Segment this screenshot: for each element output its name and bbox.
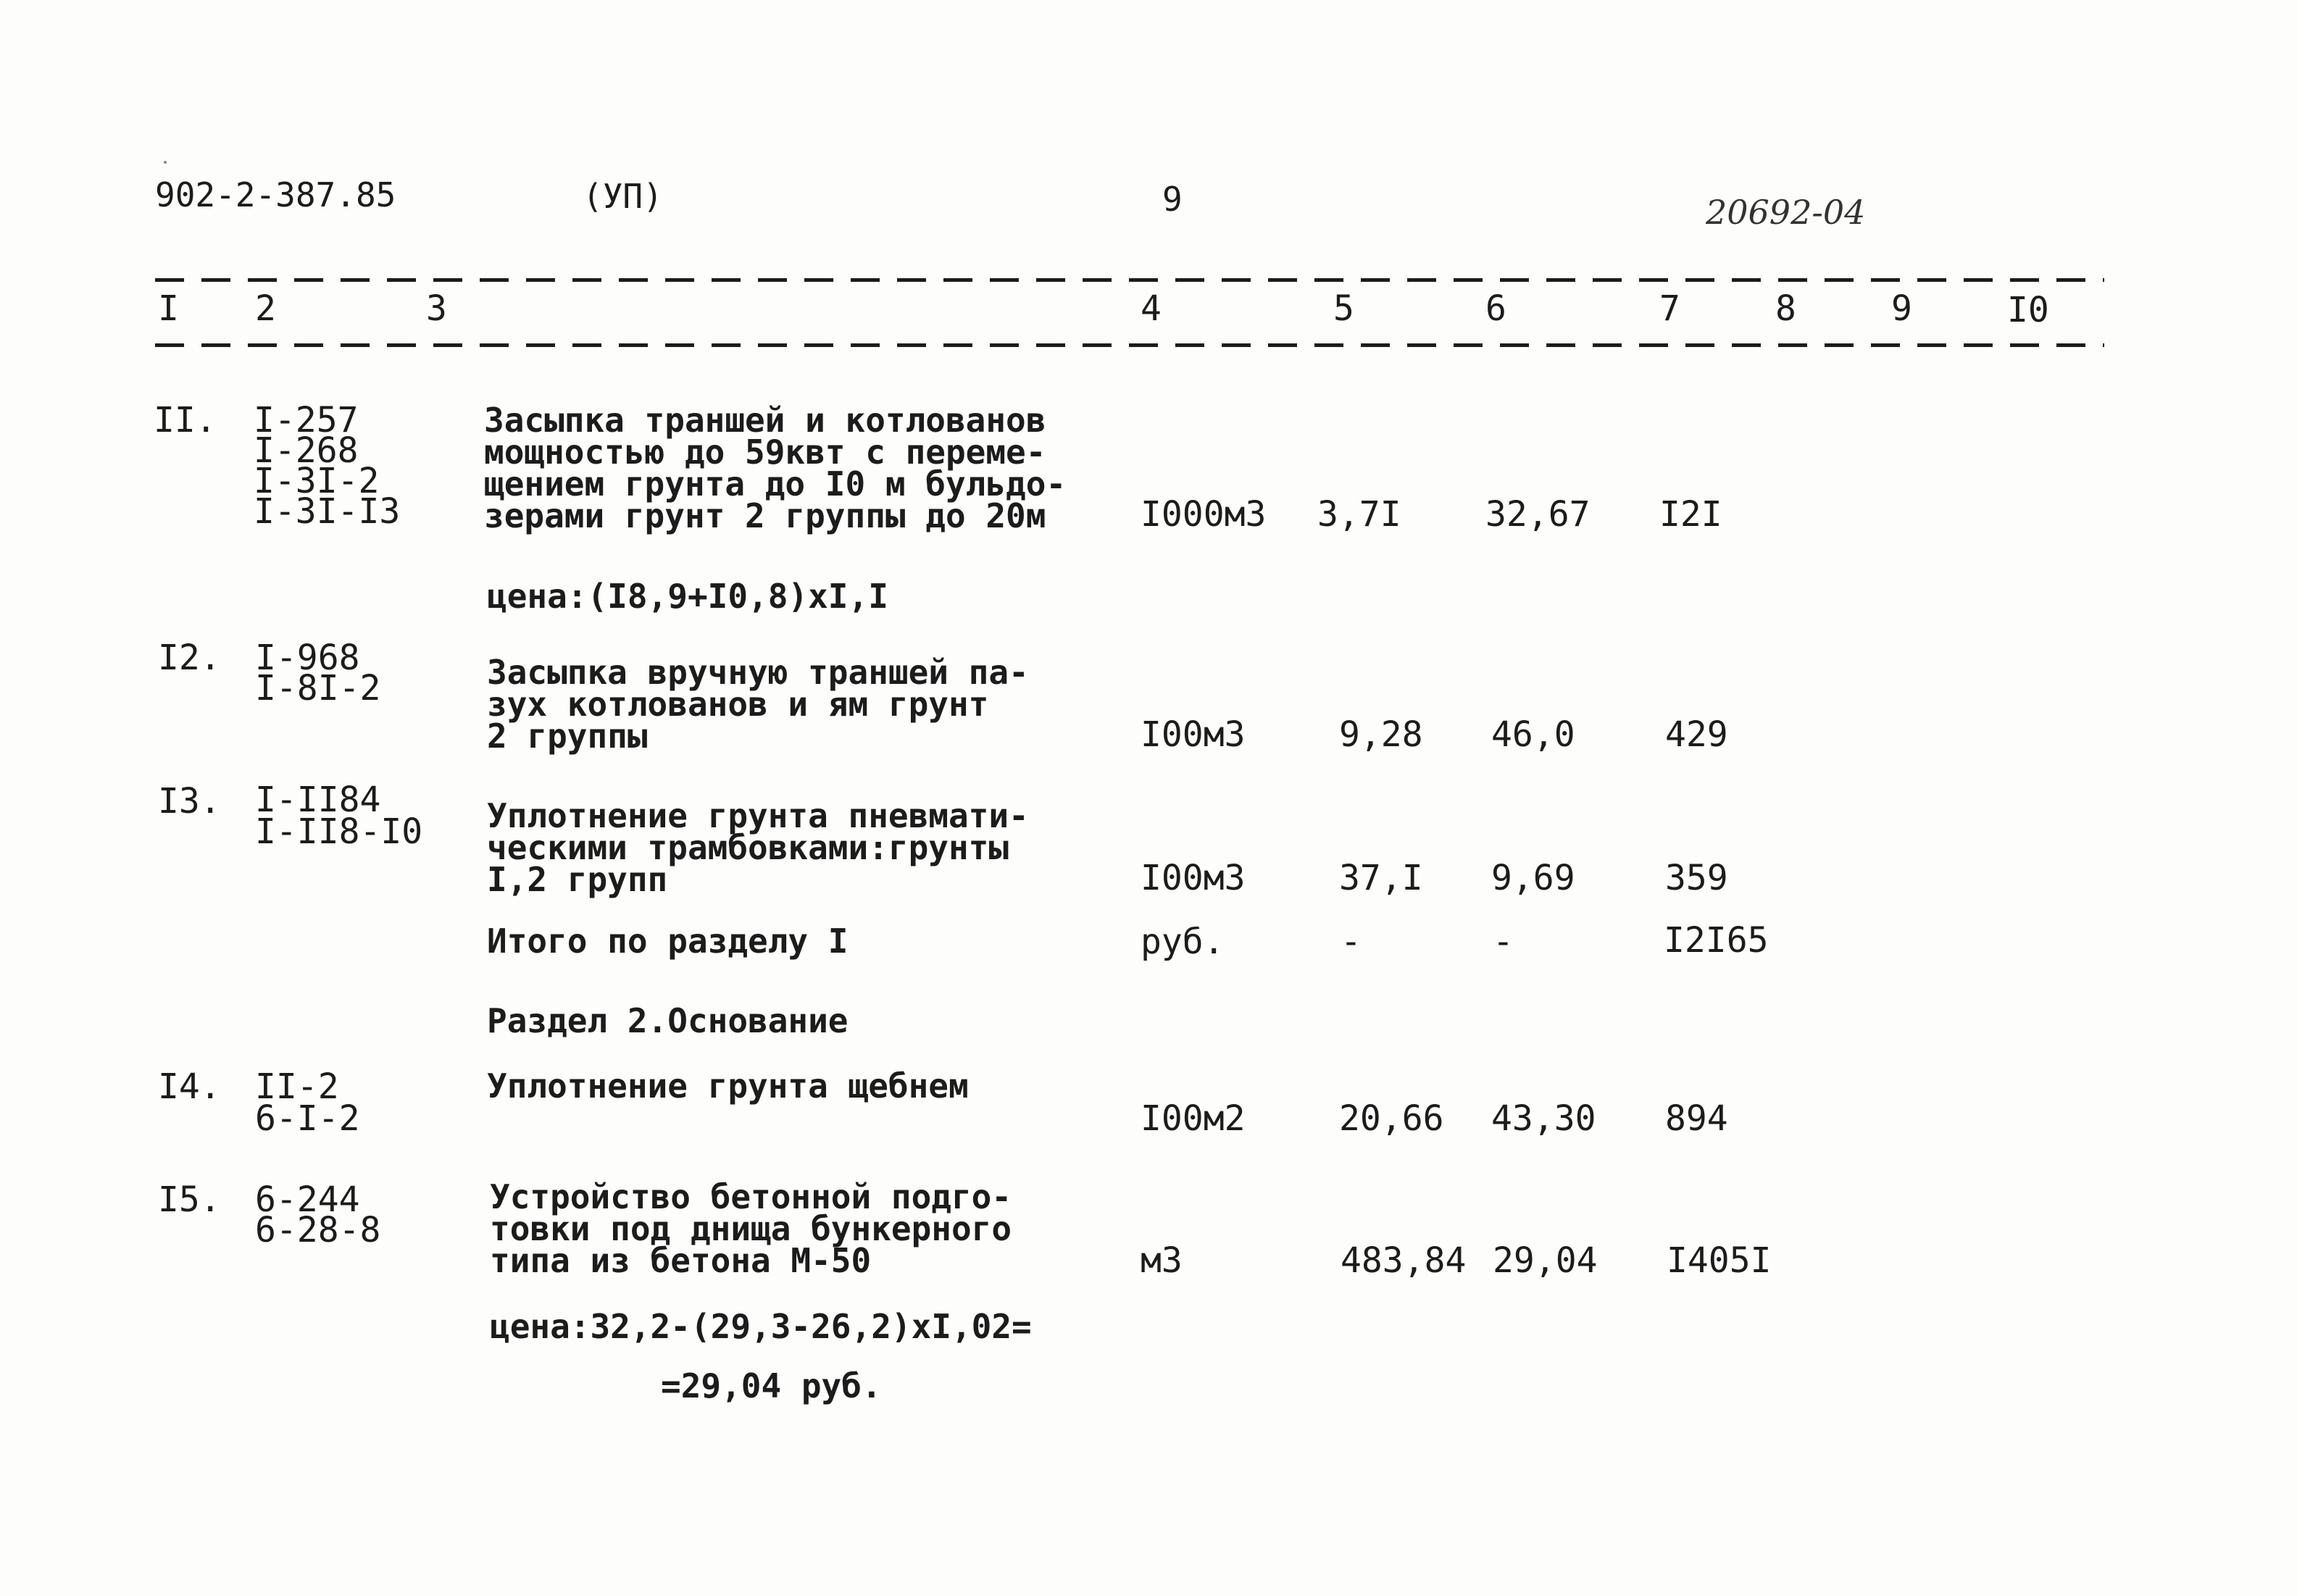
total-cost: 359: [1665, 858, 1728, 898]
column-header-3: 3: [426, 288, 447, 329]
row-number: I4.: [158, 1066, 221, 1107]
quantity: 37,I: [1339, 858, 1423, 898]
quantity: 20,66: [1339, 1098, 1444, 1139]
unit-of-measure: I00м3: [1141, 858, 1246, 898]
total-cost: 894: [1665, 1098, 1728, 1139]
column-header-8: 8: [1775, 288, 1796, 329]
work-description: Засыпка вручную траншей па-: [487, 653, 1029, 692]
quantity: 9,28: [1339, 714, 1423, 755]
norm-code: I-968: [255, 638, 360, 678]
unit-of-measure: I00м3: [1141, 714, 1246, 755]
norm-code: I-II8-I0: [255, 811, 423, 852]
scan-speck: [164, 161, 167, 164]
norm-code: I-3I-2: [254, 461, 380, 501]
price-formula: цена:(I8,9+I0,8)хI,I: [487, 577, 888, 616]
unit-price: 43,30: [1491, 1098, 1596, 1139]
work-description: Уплотнение грунта щебнем: [487, 1066, 969, 1106]
archive-number: 20692-04: [1706, 193, 1866, 232]
total-cost: I405I: [1667, 1240, 1772, 1281]
norm-code: I-257: [254, 400, 359, 440]
work-description: Уплотнение грунта пневмати-: [487, 796, 1029, 835]
row-number: I2.: [158, 638, 221, 678]
subtotal-label: Итого по разделу I: [487, 922, 849, 961]
quantity: -: [1341, 922, 1362, 962]
column-header-6: 6: [1485, 288, 1506, 329]
unit-of-measure: м3: [1141, 1240, 1183, 1281]
header-top-rule: [155, 278, 2104, 282]
section-code: (УП): [583, 177, 663, 216]
column-header-1: I: [158, 288, 179, 329]
work-description: Устройство бетонной подго-: [490, 1177, 1012, 1216]
column-header-4: 4: [1141, 288, 1162, 329]
unit-of-measure: руб.: [1141, 922, 1225, 962]
work-description: щением грунта до I0 м бульдо-: [484, 464, 1067, 504]
norm-code: I-3I-I3: [254, 491, 401, 532]
unit-of-measure: I00м2: [1141, 1098, 1246, 1139]
column-header-9: 9: [1891, 288, 1912, 329]
quantity: 483,84: [1341, 1240, 1467, 1281]
norm-code: 6-244: [255, 1179, 360, 1220]
column-header-7: 7: [1659, 288, 1680, 329]
norm-code: I-8I-2: [255, 668, 381, 709]
price-formula-result: =29,04 руб.: [661, 1366, 882, 1405]
unit-of-measure: I000м3: [1141, 494, 1267, 535]
total-cost: I2I: [1659, 494, 1722, 535]
norm-code: 6-28-8: [255, 1210, 381, 1250]
total-cost: I2I65: [1664, 920, 1769, 961]
work-description: мощностью до 59квт с переме-: [484, 433, 1046, 472]
work-description: зерами грунт 2 группы до 20м: [484, 496, 1046, 535]
row-number: II.: [154, 400, 217, 440]
page-number: 9: [1162, 180, 1183, 219]
unit-price: -: [1493, 922, 1514, 962]
column-header-5: 5: [1333, 288, 1354, 329]
unit-price: 9,69: [1491, 858, 1575, 898]
work-description: типа из бетона М-50: [490, 1241, 872, 1280]
work-description: ческими трамбовками:грунты: [487, 828, 1009, 867]
unit-price: 29,04: [1493, 1240, 1598, 1281]
unit-price: 46,0: [1491, 714, 1575, 755]
work-description: зух котлованов и ям грунт: [487, 685, 989, 724]
norm-code: II-2: [255, 1066, 339, 1107]
work-description: 2 группы: [487, 716, 648, 756]
row-number: I3.: [158, 781, 221, 822]
unit-price: 32,67: [1485, 494, 1591, 535]
column-header-2: 2: [255, 288, 276, 329]
norm-code: I-268: [254, 430, 359, 471]
header-bottom-rule: [155, 343, 2104, 347]
row-number: I5.: [158, 1179, 221, 1220]
work-description: товки под днища бункерного: [490, 1209, 1012, 1248]
document-code: 902-2-387.85: [155, 175, 396, 214]
norm-code: I-II84: [255, 780, 381, 820]
work-description: I,2 групп: [487, 860, 668, 899]
work-description: Засыпка траншей и котлованов: [484, 401, 1046, 440]
column-header-10: I0: [2007, 290, 2049, 330]
quantity: 3,7I: [1317, 494, 1401, 535]
norm-code: 6-I-2: [255, 1098, 360, 1139]
price-formula: цена:32,2-(29,3-26,2)хI,02=: [490, 1307, 1032, 1346]
section-heading: Раздел 2.Основание: [487, 1001, 849, 1040]
total-cost: 429: [1665, 714, 1728, 755]
